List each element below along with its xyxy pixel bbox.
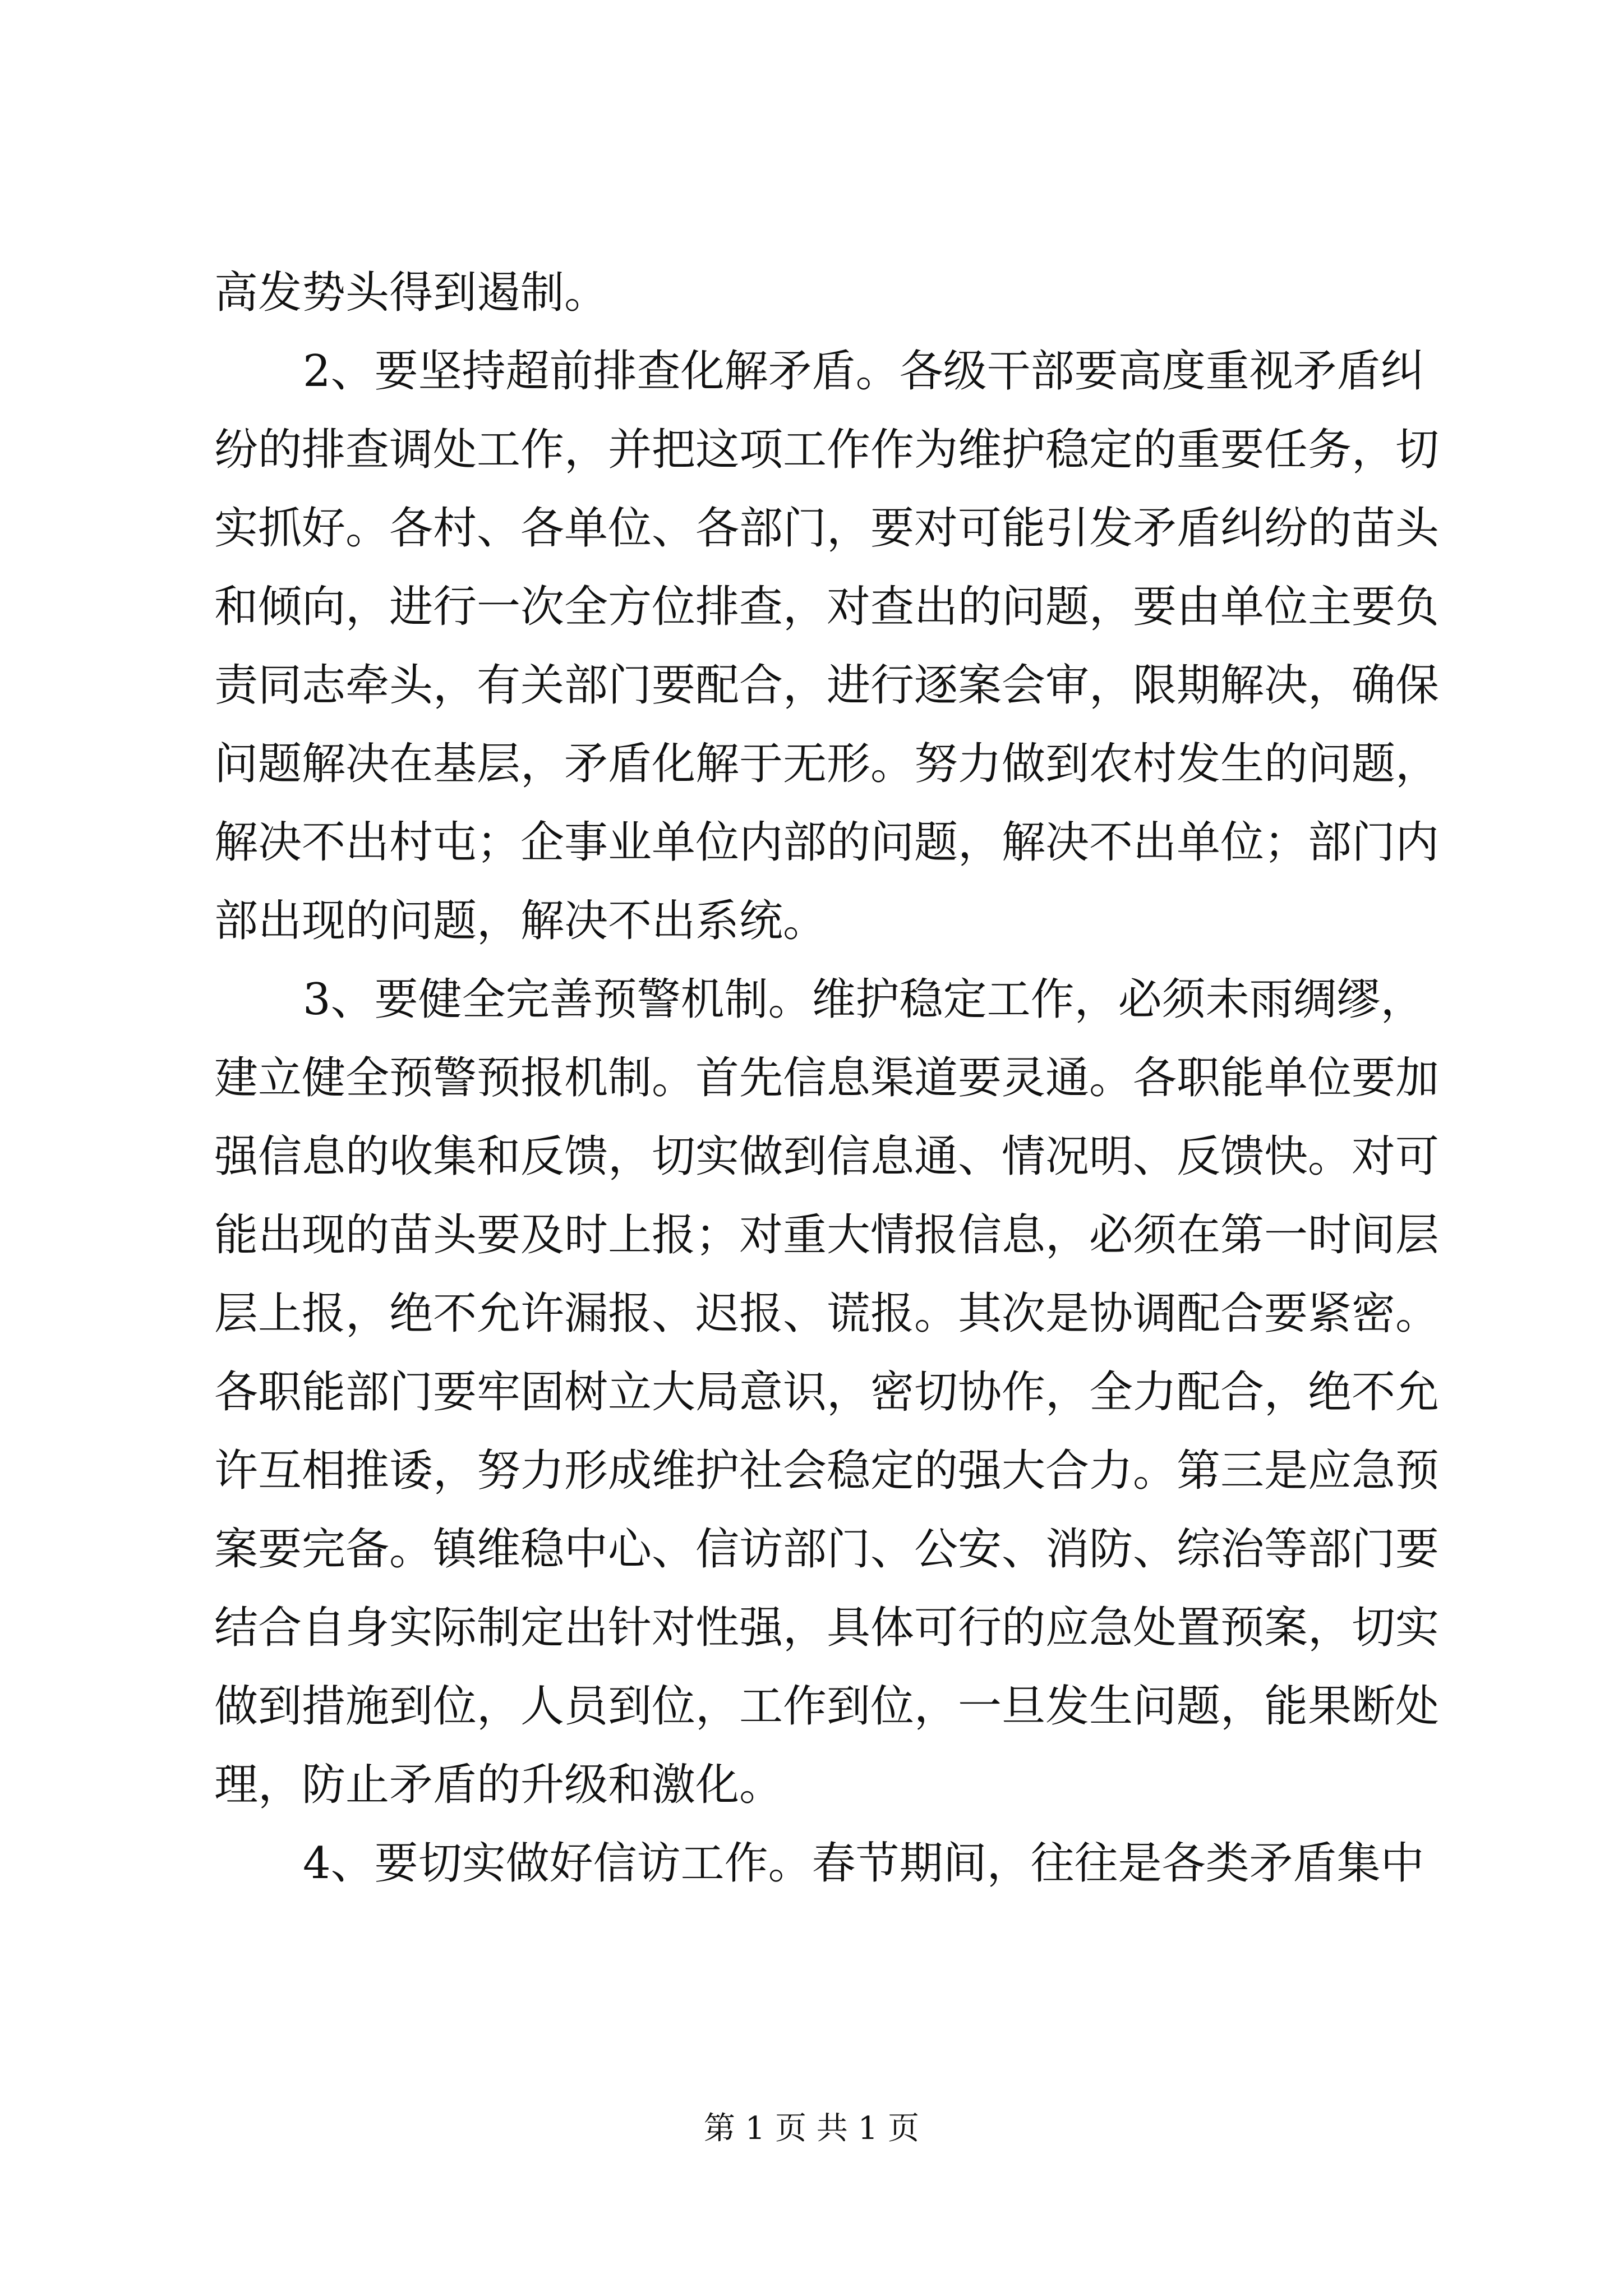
text-line: 4、要切实做好信访工作。春节期间，往往是各类矛盾集中 xyxy=(303,1838,1424,1889)
text-line: 强信息的收集和反馈，切实做到信息通、情况明、反馈快。对可 xyxy=(214,1131,1440,1182)
text-line: 层上报，绝不允许漏报、迟报、谎报。其次是协调配合要紧密。 xyxy=(214,1289,1440,1339)
text-line: 部出现的问题，解决不出系统。 xyxy=(214,896,827,946)
page-number-footer: 第 1 页 共 1 页 xyxy=(703,2110,920,2147)
text-line: 2、要坚持超前排查化解矛盾。各级干部要高度重视矛盾纠 xyxy=(303,346,1424,397)
text-line: 责同志牵头，有关部门要配合，进行逐案会审，限期解决，确保 xyxy=(214,660,1440,711)
text-line: 各职能部门要牢固树立大局意识，密切协作，全力配合，绝不允 xyxy=(214,1367,1440,1418)
text-line: 案要完备。镇维稳中心、信访部门、公安、消防、综治等部门要 xyxy=(214,1524,1440,1575)
text-line: 许互相推诿，努力形成维护社会稳定的强大合力。第三是应急预 xyxy=(214,1446,1440,1496)
text-line: 结合自身实际制定出针对性强，具体可行的应急处置预案，切实 xyxy=(214,1603,1440,1653)
text-line: 做到措施到位，人员到位，工作到位，一旦发生问题，能果断处 xyxy=(214,1681,1440,1732)
text-line: 和倾向，进行一次全方位排查，对查出的问题，要由单位主要负 xyxy=(214,582,1440,632)
text-line: 建立健全预警预报机制。首先信息渠道要灵通。各职能单位要加 xyxy=(214,1053,1440,1103)
text-line: 实抓好。各村、各单位、各部门，要对可能引发矛盾纠纷的苗头 xyxy=(214,503,1440,554)
text-line: 解决不出村屯；企事业单位内部的问题，解决不出单位；部门内 xyxy=(214,817,1440,868)
text-line: 3、要健全完善预警机制。维护稳定工作，必须未雨绸缪， xyxy=(303,974,1424,1025)
text-line: 高发势头得到遏制。 xyxy=(214,268,608,318)
text-line: 理，防止矛盾的升级和激化。 xyxy=(214,1760,783,1810)
text-line: 问题解决在基层，矛盾化解于无形。努力做到农村发生的问题， xyxy=(214,739,1440,789)
text-line: 纷的排查调处工作，并把这项工作作为维护稳定的重要任务，切 xyxy=(214,425,1440,475)
text-line: 能出现的苗头要及时上报；对重大情报信息，必须在第一时间层 xyxy=(214,1210,1440,1260)
